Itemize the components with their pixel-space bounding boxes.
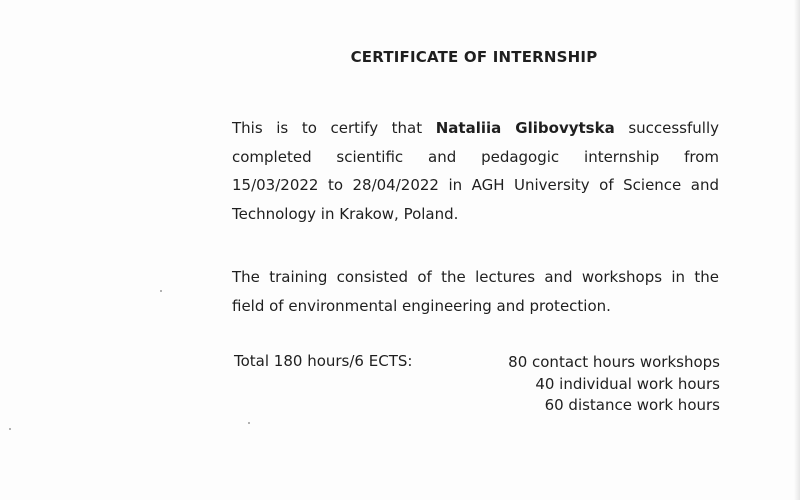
certification-prefix: This is to certify that (232, 119, 423, 137)
total-hours-label: Total 180 hours/6 ECTS: (234, 352, 413, 370)
certification-paragraph (232, 114, 719, 228)
certification-line-2: completed scientific and pedagogic internship from (232, 147, 719, 166)
scan-edge-shadow (794, 0, 800, 500)
intern-name: Nataliia Glibovytska (435, 119, 615, 137)
certification-line-1 (232, 114, 719, 143)
certification-line-4: Technology in Krakow, Poland. (232, 204, 459, 223)
scan-speck (248, 422, 250, 424)
scan-speck (160, 290, 162, 292)
certification-suffix: successfully (628, 119, 719, 137)
hours-item-contact: 80 contact hours workshops (508, 353, 720, 371)
certificate-title: CERTIFICATE OF INTERNSHIP (350, 48, 598, 66)
certification-line-3: 15/03/2022 to 28/04/2022 in AGH University of Science and (232, 176, 719, 194)
training-line-2: field of environmental engineering and protection. (232, 296, 611, 315)
training-paragraph (232, 263, 719, 320)
hours-breakdown (508, 352, 720, 417)
training-line-1: The training consisted of the lectures and workshops in the (232, 268, 719, 286)
scan-speck (9, 428, 11, 430)
hours-item-individual: 40 individual work hours (535, 374, 720, 393)
hours-item-distance: 60 distance work hours (544, 396, 720, 414)
